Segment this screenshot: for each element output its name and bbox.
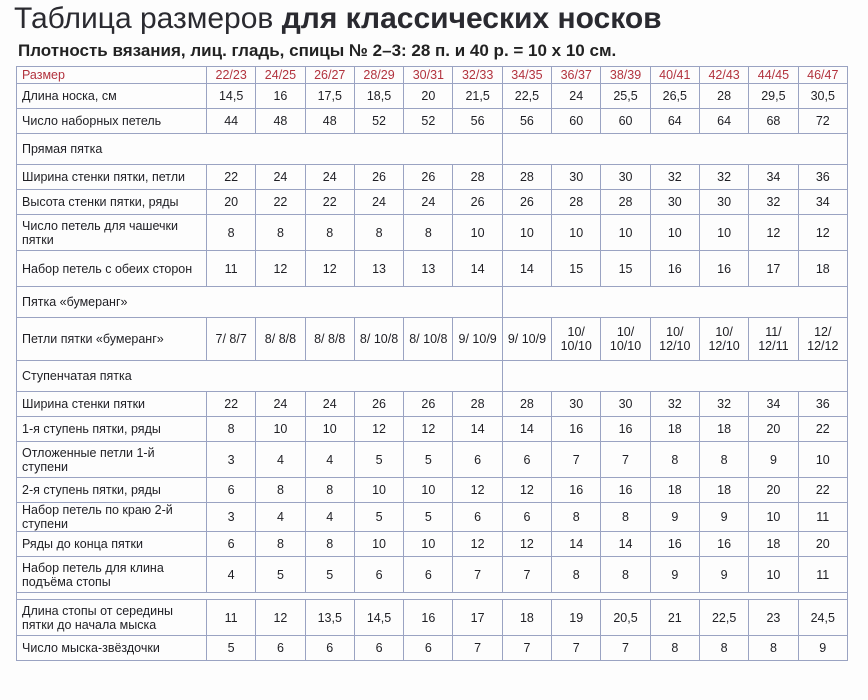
table-cell: 48 bbox=[256, 109, 305, 134]
section-title: Ступенчатая пятка bbox=[17, 361, 503, 392]
page-subtitle: Плотность вязания, лиц. гладь, спицы № 2–3: 28 п. и 40 р. = 10 х 10 см. bbox=[18, 41, 617, 60]
table-cell: 5 bbox=[404, 442, 453, 478]
table-cell: 10/ 10/10 bbox=[601, 318, 650, 361]
table-cell: 34 bbox=[749, 392, 798, 417]
table-cell: 28 bbox=[502, 165, 551, 190]
table-cell: 7 bbox=[552, 636, 601, 661]
table-cell: 17 bbox=[453, 600, 502, 636]
table-cell: 14 bbox=[453, 417, 502, 442]
table-cell: 15 bbox=[552, 251, 601, 287]
table-row bbox=[17, 392, 848, 417]
table-cell: 5 bbox=[305, 557, 354, 593]
table-row bbox=[17, 442, 848, 478]
table-cell: 28 bbox=[453, 392, 502, 417]
row-label: Отложенные петли 1-й ступени bbox=[17, 442, 207, 478]
table-cell: 9 bbox=[650, 557, 699, 593]
table-cell: 13,5 bbox=[305, 600, 354, 636]
table-row bbox=[17, 190, 848, 215]
title-light: Таблица размеров bbox=[14, 2, 274, 35]
table-cell: 16 bbox=[699, 251, 748, 287]
table-cell: 24 bbox=[256, 392, 305, 417]
table-cell: 16 bbox=[699, 532, 748, 557]
table-cell: 8 bbox=[305, 532, 354, 557]
table-cell: 12 bbox=[256, 600, 305, 636]
table-cell: 22 bbox=[207, 165, 256, 190]
table-cell: 36 bbox=[798, 392, 847, 417]
size-table bbox=[16, 66, 848, 661]
section-blank bbox=[502, 287, 847, 318]
table-cell: 10 bbox=[798, 442, 847, 478]
table-cell: 26 bbox=[404, 165, 453, 190]
table-cell: 24 bbox=[305, 392, 354, 417]
table-cell: 20,5 bbox=[601, 600, 650, 636]
table-cell: 9/ 10/9 bbox=[453, 318, 502, 361]
table-row bbox=[17, 318, 848, 361]
table-cell: 28 bbox=[601, 190, 650, 215]
table-cell: 23 bbox=[749, 600, 798, 636]
table-cell: 22 bbox=[798, 478, 847, 503]
table-cell: 64 bbox=[650, 109, 699, 134]
table-cell: 6 bbox=[256, 636, 305, 661]
table-cell: 14 bbox=[453, 251, 502, 287]
table-cell: 26,5 bbox=[650, 84, 699, 109]
table-cell: 6 bbox=[404, 636, 453, 661]
table-cell: 11/ 12/11 bbox=[749, 318, 798, 361]
table-cell: 9/ 10/9 bbox=[502, 318, 551, 361]
table-cell: 6 bbox=[453, 442, 502, 478]
table-cell: 8 bbox=[749, 636, 798, 661]
table-cell: 16 bbox=[256, 84, 305, 109]
table-row bbox=[17, 636, 848, 661]
table-cell: 32 bbox=[650, 165, 699, 190]
table-cell: 8 bbox=[699, 442, 748, 478]
table-cell: 8 bbox=[601, 503, 650, 532]
title-bold: для классических носков bbox=[281, 2, 662, 35]
table-cell: 56 bbox=[453, 109, 502, 134]
section-header-row bbox=[17, 287, 848, 318]
table-cell: 21,5 bbox=[453, 84, 502, 109]
table-cell: 44 bbox=[207, 109, 256, 134]
table-cell: 30 bbox=[601, 392, 650, 417]
table-cell: 10 bbox=[749, 503, 798, 532]
table-cell: 17,5 bbox=[305, 84, 354, 109]
table-cell: 22,5 bbox=[502, 84, 551, 109]
table-row bbox=[17, 478, 848, 503]
table-cell: 24 bbox=[354, 190, 403, 215]
table-cell: 30 bbox=[650, 190, 699, 215]
table-cell: 32 bbox=[749, 190, 798, 215]
table-cell: 60 bbox=[552, 109, 601, 134]
table-cell: 10 bbox=[256, 417, 305, 442]
table-cell: 8 bbox=[699, 636, 748, 661]
size-header: 30/31 bbox=[404, 67, 453, 84]
table-cell: 22 bbox=[256, 190, 305, 215]
table-cell: 28 bbox=[699, 84, 748, 109]
table-cell: 7 bbox=[601, 636, 650, 661]
table-cell: 18,5 bbox=[354, 84, 403, 109]
table-row bbox=[17, 557, 848, 593]
table-cell: 4 bbox=[256, 442, 305, 478]
table-cell: 7 bbox=[453, 557, 502, 593]
table-cell: 6 bbox=[502, 503, 551, 532]
size-header: 46/47 bbox=[798, 67, 847, 84]
table-cell: 68 bbox=[749, 109, 798, 134]
row-label: Число петель для чашечки пятки bbox=[17, 215, 207, 251]
table-row bbox=[17, 251, 848, 287]
table-cell: 8 bbox=[552, 503, 601, 532]
table-cell: 10 bbox=[354, 478, 403, 503]
table-cell: 32 bbox=[699, 392, 748, 417]
table-cell: 16 bbox=[552, 417, 601, 442]
table-cell: 5 bbox=[256, 557, 305, 593]
table-cell: 14 bbox=[502, 417, 551, 442]
table-cell: 4 bbox=[305, 503, 354, 532]
table-cell: 10 bbox=[552, 215, 601, 251]
table-cell: 26 bbox=[354, 165, 403, 190]
table-cell: 14 bbox=[601, 532, 650, 557]
section-blank bbox=[502, 134, 847, 165]
table-cell: 5 bbox=[354, 442, 403, 478]
table-cell: 17 bbox=[749, 251, 798, 287]
table-cell: 11 bbox=[207, 251, 256, 287]
table-cell: 16 bbox=[650, 251, 699, 287]
table-cell: 34 bbox=[798, 190, 847, 215]
header-row bbox=[17, 67, 848, 84]
table-cell: 24,5 bbox=[798, 600, 847, 636]
table-cell: 28 bbox=[552, 190, 601, 215]
table-cell: 9 bbox=[650, 503, 699, 532]
table-cell: 10 bbox=[453, 215, 502, 251]
table-cell: 22 bbox=[207, 392, 256, 417]
table-cell: 18 bbox=[650, 417, 699, 442]
table-cell: 18 bbox=[699, 478, 748, 503]
row-label: Высота стенки пятки, ряды bbox=[17, 190, 207, 215]
section-title: Пятка «бумеранг» bbox=[17, 287, 503, 318]
table-cell: 12 bbox=[256, 251, 305, 287]
table-cell: 8 bbox=[207, 215, 256, 251]
table-cell: 24 bbox=[305, 165, 354, 190]
table-cell: 10/ 10/10 bbox=[552, 318, 601, 361]
table-cell: 6 bbox=[502, 442, 551, 478]
size-header: 40/41 bbox=[650, 67, 699, 84]
table-cell: 3 bbox=[207, 442, 256, 478]
table-cell: 20 bbox=[749, 417, 798, 442]
table-cell: 8 bbox=[552, 557, 601, 593]
table-cell: 10 bbox=[502, 215, 551, 251]
table-cell: 26 bbox=[354, 392, 403, 417]
row-label: Ширина стенки пятки, петли bbox=[17, 165, 207, 190]
table-cell: 7/ 8/7 bbox=[207, 318, 256, 361]
table-cell: 20 bbox=[207, 190, 256, 215]
table-cell: 30 bbox=[699, 190, 748, 215]
table-cell: 12 bbox=[404, 417, 453, 442]
table-cell: 7 bbox=[601, 442, 650, 478]
table-cell: 64 bbox=[699, 109, 748, 134]
section-header-row bbox=[17, 361, 848, 392]
table-cell: 12 bbox=[749, 215, 798, 251]
table-cell: 4 bbox=[256, 503, 305, 532]
table-cell: 18 bbox=[502, 600, 551, 636]
row-label: Ширина стенки пятки bbox=[17, 392, 207, 417]
section-blank bbox=[502, 361, 847, 392]
size-header: 36/37 bbox=[552, 67, 601, 84]
table-cell: 28 bbox=[453, 165, 502, 190]
row-label: Ряды до конца пятки bbox=[17, 532, 207, 557]
table-cell: 9 bbox=[798, 636, 847, 661]
table-cell: 13 bbox=[404, 251, 453, 287]
table-cell: 72 bbox=[798, 109, 847, 134]
table-cell: 12/ 12/12 bbox=[798, 318, 847, 361]
table-cell: 6 bbox=[453, 503, 502, 532]
size-header: 24/25 bbox=[256, 67, 305, 84]
table-cell: 8/ 8/8 bbox=[305, 318, 354, 361]
table-cell: 6 bbox=[404, 557, 453, 593]
table-row bbox=[17, 503, 848, 532]
table-cell: 10 bbox=[404, 478, 453, 503]
table-cell: 4 bbox=[207, 557, 256, 593]
table-cell: 8 bbox=[256, 215, 305, 251]
size-header: 22/23 bbox=[207, 67, 256, 84]
size-header: 26/27 bbox=[305, 67, 354, 84]
table-cell: 11 bbox=[798, 503, 847, 532]
table-cell: 8 bbox=[404, 215, 453, 251]
table-row bbox=[17, 417, 848, 442]
table-cell: 6 bbox=[207, 532, 256, 557]
row-label: Набор петель для клина подъёма стопы bbox=[17, 557, 207, 593]
gap-cell bbox=[17, 593, 848, 600]
table-cell: 32 bbox=[699, 165, 748, 190]
table-cell: 48 bbox=[305, 109, 354, 134]
table-cell: 18 bbox=[798, 251, 847, 287]
table-row bbox=[17, 109, 848, 134]
table-cell: 24 bbox=[552, 84, 601, 109]
table-cell: 29,5 bbox=[749, 84, 798, 109]
table-cell: 16 bbox=[601, 478, 650, 503]
table-row bbox=[17, 600, 848, 636]
table-cell: 19 bbox=[552, 600, 601, 636]
row-label: Длина стопы от середины пятки до начала мыска bbox=[17, 600, 207, 636]
table-cell: 25,5 bbox=[601, 84, 650, 109]
table-cell: 20 bbox=[749, 478, 798, 503]
table-cell: 8/ 10/8 bbox=[404, 318, 453, 361]
table-cell: 10 bbox=[601, 215, 650, 251]
table-cell: 10 bbox=[749, 557, 798, 593]
table-cell: 8 bbox=[354, 215, 403, 251]
table-cell: 13 bbox=[354, 251, 403, 287]
table-cell: 24 bbox=[404, 190, 453, 215]
table-cell: 8 bbox=[305, 478, 354, 503]
table-cell: 18 bbox=[699, 417, 748, 442]
size-header: 28/29 bbox=[354, 67, 403, 84]
table-cell: 16 bbox=[552, 478, 601, 503]
table-cell: 18 bbox=[749, 532, 798, 557]
table-cell: 12 bbox=[798, 215, 847, 251]
table-cell: 12 bbox=[453, 532, 502, 557]
table-cell: 12 bbox=[354, 417, 403, 442]
size-header: 34/35 bbox=[502, 67, 551, 84]
table-cell: 8 bbox=[256, 532, 305, 557]
table-cell: 20 bbox=[404, 84, 453, 109]
table-cell: 10 bbox=[699, 215, 748, 251]
table-cell: 8 bbox=[601, 557, 650, 593]
table-cell: 5 bbox=[207, 636, 256, 661]
row-label: Длина носка, см bbox=[17, 84, 207, 109]
table-cell: 15 bbox=[601, 251, 650, 287]
table-cell: 16 bbox=[650, 532, 699, 557]
header-label: Размер bbox=[17, 67, 207, 84]
table-cell: 8 bbox=[305, 215, 354, 251]
table-cell: 52 bbox=[404, 109, 453, 134]
table-cell: 10 bbox=[650, 215, 699, 251]
table-cell: 9 bbox=[699, 503, 748, 532]
table-cell: 22 bbox=[305, 190, 354, 215]
table-cell: 6 bbox=[354, 557, 403, 593]
table-cell: 11 bbox=[207, 600, 256, 636]
table-cell: 30 bbox=[601, 165, 650, 190]
size-header: 38/39 bbox=[601, 67, 650, 84]
table-cell: 8 bbox=[650, 442, 699, 478]
section-header-row bbox=[17, 134, 848, 165]
row-label: 1-я ступень пятки, ряды bbox=[17, 417, 207, 442]
table-cell: 34 bbox=[749, 165, 798, 190]
table-cell: 3 bbox=[207, 503, 256, 532]
table-cell: 30,5 bbox=[798, 84, 847, 109]
table-cell: 8 bbox=[207, 417, 256, 442]
table-cell: 9 bbox=[699, 557, 748, 593]
table-cell: 10 bbox=[354, 532, 403, 557]
table-cell: 10 bbox=[404, 532, 453, 557]
table-cell: 4 bbox=[305, 442, 354, 478]
table-cell: 8/ 8/8 bbox=[256, 318, 305, 361]
table-cell: 36 bbox=[798, 165, 847, 190]
table-cell: 7 bbox=[502, 557, 551, 593]
table-cell: 10/ 12/10 bbox=[650, 318, 699, 361]
row-label: Петли пятки «бумеранг» bbox=[17, 318, 207, 361]
table-cell: 12 bbox=[453, 478, 502, 503]
table-cell: 8/ 10/8 bbox=[354, 318, 403, 361]
table-cell: 10/ 12/10 bbox=[699, 318, 748, 361]
table-cell: 12 bbox=[502, 478, 551, 503]
table-cell: 6 bbox=[305, 636, 354, 661]
table-cell: 26 bbox=[404, 392, 453, 417]
table-row bbox=[17, 84, 848, 109]
table-cell: 56 bbox=[502, 109, 551, 134]
table-gap-row bbox=[17, 593, 848, 600]
table-cell: 20 bbox=[798, 532, 847, 557]
table-cell: 5 bbox=[404, 503, 453, 532]
table-cell: 8 bbox=[650, 636, 699, 661]
table-cell: 30 bbox=[552, 392, 601, 417]
table-cell: 26 bbox=[453, 190, 502, 215]
table-cell: 7 bbox=[453, 636, 502, 661]
table-cell: 7 bbox=[502, 636, 551, 661]
table-cell: 24 bbox=[256, 165, 305, 190]
table-row bbox=[17, 532, 848, 557]
table-cell: 16 bbox=[404, 600, 453, 636]
table-row bbox=[17, 165, 848, 190]
row-label: Набор петель по краю 2-й ступени bbox=[17, 503, 207, 532]
section-title: Прямая пятка bbox=[17, 134, 503, 165]
table-cell: 10 bbox=[305, 417, 354, 442]
table-cell: 18 bbox=[650, 478, 699, 503]
table-cell: 60 bbox=[601, 109, 650, 134]
table-cell: 32 bbox=[650, 392, 699, 417]
table-cell: 6 bbox=[354, 636, 403, 661]
size-header: 44/45 bbox=[749, 67, 798, 84]
table-cell: 11 bbox=[798, 557, 847, 593]
table-row bbox=[17, 215, 848, 251]
row-label: Число наборных петель bbox=[17, 109, 207, 134]
table-cell: 30 bbox=[552, 165, 601, 190]
row-label: Число мыска-звёздочки bbox=[17, 636, 207, 661]
row-label: Набор петель с обеих сторон bbox=[17, 251, 207, 287]
size-header: 32/33 bbox=[453, 67, 502, 84]
table-cell: 22,5 bbox=[699, 600, 748, 636]
size-header: 42/43 bbox=[699, 67, 748, 84]
table-cell: 14,5 bbox=[207, 84, 256, 109]
table-cell: 8 bbox=[256, 478, 305, 503]
table-cell: 28 bbox=[502, 392, 551, 417]
table-cell: 5 bbox=[354, 503, 403, 532]
table-cell: 16 bbox=[601, 417, 650, 442]
table-cell: 14,5 bbox=[354, 600, 403, 636]
table-cell: 12 bbox=[502, 532, 551, 557]
table-cell: 12 bbox=[305, 251, 354, 287]
page-title bbox=[14, 2, 662, 36]
table-cell: 7 bbox=[552, 442, 601, 478]
table-cell: 9 bbox=[749, 442, 798, 478]
table-cell: 52 bbox=[354, 109, 403, 134]
row-label: 2-я ступень пятки, ряды bbox=[17, 478, 207, 503]
table-cell: 26 bbox=[502, 190, 551, 215]
table-cell: 22 bbox=[798, 417, 847, 442]
table-cell: 14 bbox=[552, 532, 601, 557]
table-cell: 6 bbox=[207, 478, 256, 503]
table-cell: 14 bbox=[502, 251, 551, 287]
table-cell: 21 bbox=[650, 600, 699, 636]
